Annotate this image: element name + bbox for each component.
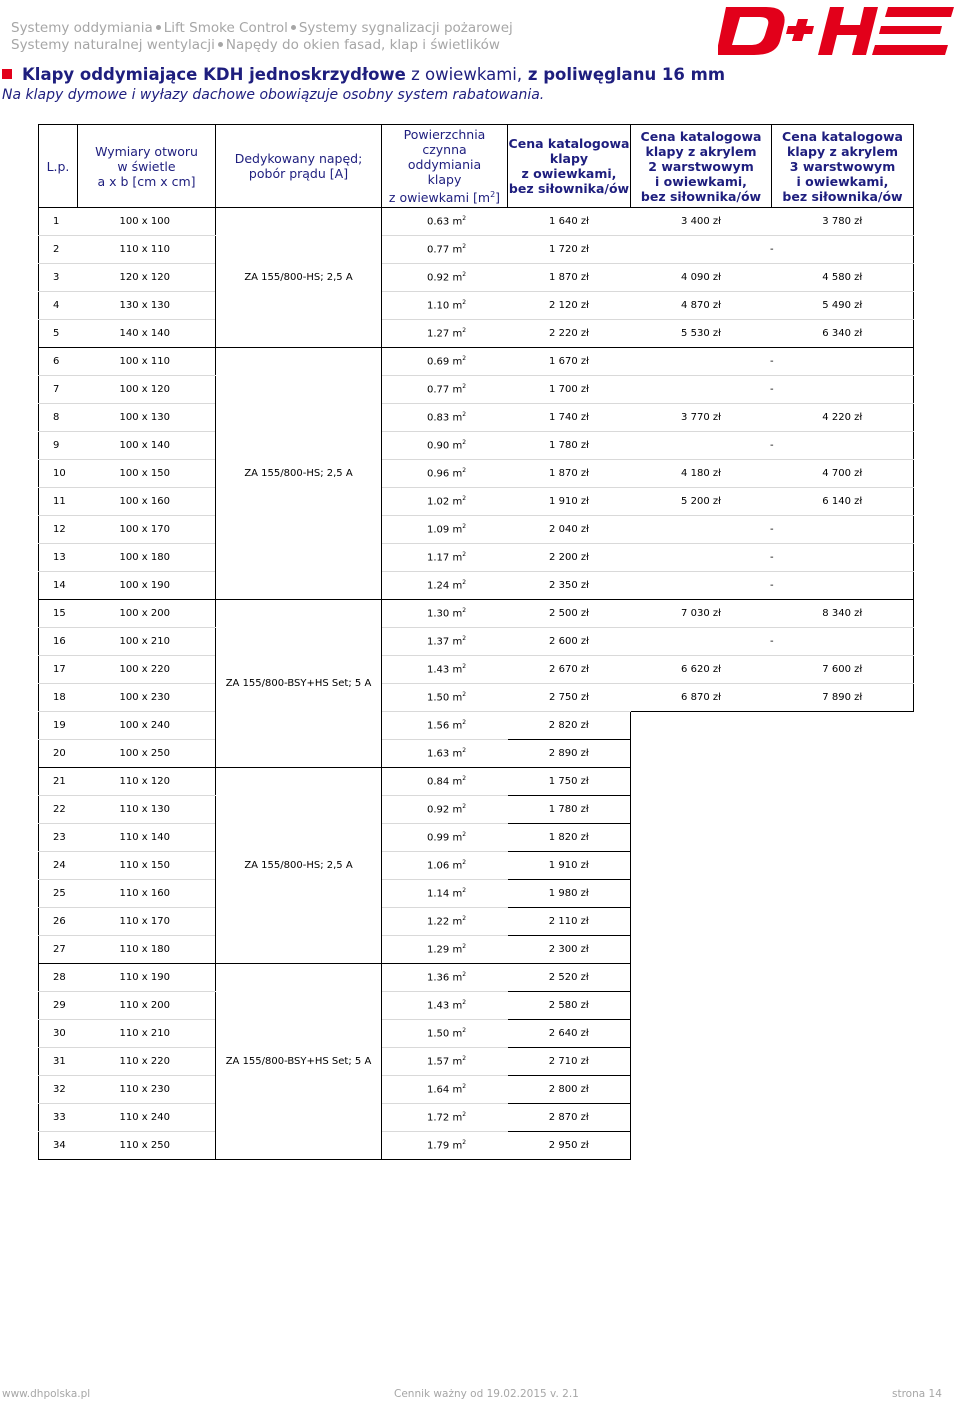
cell-price-na: - bbox=[631, 376, 914, 404]
header-price: Cena katalogowa klapy z owiewkami, bez siłownika/ów bbox=[508, 125, 631, 208]
cell-lp: 25 bbox=[39, 880, 78, 908]
cell-price-acrylic-2: 5 200 zł bbox=[631, 488, 772, 516]
cell-lp: 3 bbox=[39, 264, 78, 292]
cell-lp: 2 bbox=[39, 236, 78, 264]
cell-lp: 6 bbox=[39, 348, 78, 376]
table-row bbox=[39, 656, 914, 684]
cell-dimensions: 110 x 200 bbox=[78, 992, 216, 1020]
cell-lp: 23 bbox=[39, 824, 78, 852]
brand-logo bbox=[718, 3, 954, 57]
cell-dimensions: 110 x 120 bbox=[78, 768, 216, 796]
cell-dimensions: 110 x 210 bbox=[78, 1020, 216, 1048]
cell-area: 0.63 $m^2$ bbox=[382, 208, 508, 236]
cell-lp: 26 bbox=[39, 908, 78, 936]
cell-dimensions: 110 x 240 bbox=[78, 1104, 216, 1132]
cell-dimensions: 100 x 120 bbox=[78, 376, 216, 404]
cell-dimensions: 110 x 110 bbox=[78, 236, 216, 264]
cell-lp: 11 bbox=[39, 488, 78, 516]
nav-link-lift-smoke[interactable]: Lift Smoke Control bbox=[163, 20, 288, 36]
table-row bbox=[39, 404, 914, 432]
cell-dimensions: 110 x 160 bbox=[78, 880, 216, 908]
cell-lp: 20 bbox=[39, 740, 78, 768]
table-row bbox=[39, 992, 914, 1020]
cell-lp: 17 bbox=[39, 656, 78, 684]
cell-area: 1.14 $m^2$ bbox=[382, 880, 508, 908]
cell-price: 1 870 zł bbox=[508, 460, 631, 488]
cell-lp: 33 bbox=[39, 1104, 78, 1132]
cell-lp: 14 bbox=[39, 572, 78, 600]
table-row bbox=[39, 488, 914, 516]
table-row bbox=[39, 628, 914, 656]
empty-cell bbox=[631, 880, 914, 908]
empty-cell bbox=[631, 1076, 914, 1104]
cell-area: 1.63 $m^2$ bbox=[382, 740, 508, 768]
nav-link-smoke-systems[interactable]: Systemy oddymiania bbox=[11, 20, 153, 36]
empty-cell bbox=[631, 768, 914, 796]
price-table bbox=[38, 124, 914, 1160]
cell-dimensions: 100 x 250 bbox=[78, 740, 216, 768]
table-row bbox=[39, 768, 914, 796]
table-row bbox=[39, 432, 914, 460]
cell-lp: 15 bbox=[39, 600, 78, 628]
empty-cell bbox=[631, 964, 914, 992]
cell-price: 2 200 zł bbox=[508, 544, 631, 572]
cell-price: 2 640 zł bbox=[508, 1020, 631, 1048]
cell-price-acrylic-3: 4 220 zł bbox=[772, 404, 914, 432]
cell-dimensions: 110 x 220 bbox=[78, 1048, 216, 1076]
cell-price-acrylic-2: 4 180 zł bbox=[631, 460, 772, 488]
cell-area: 1.36 $m^2$ bbox=[382, 964, 508, 992]
cell-price: 2 040 zł bbox=[508, 516, 631, 544]
table-row bbox=[39, 1104, 914, 1132]
cell-drive: ZA 155/800-BSY+HS Set; 5 A bbox=[216, 964, 382, 1160]
cell-price: 2 950 zł bbox=[508, 1132, 631, 1160]
table-row bbox=[39, 936, 914, 964]
cell-price: 2 670 zł bbox=[508, 656, 631, 684]
cell-area: 1.10 $m^2$ bbox=[382, 292, 508, 320]
cell-dimensions: 100 x 170 bbox=[78, 516, 216, 544]
cell-price-acrylic-3: 7 600 zł bbox=[772, 656, 914, 684]
empty-cell bbox=[631, 740, 914, 768]
page-title bbox=[2, 65, 725, 84]
cell-lp: 18 bbox=[39, 684, 78, 712]
table-row bbox=[39, 600, 914, 628]
cell-area: 0.99 $m^2$ bbox=[382, 824, 508, 852]
cell-area: 1.43 $m^2$ bbox=[382, 656, 508, 684]
cell-area: 1.56 $m^2$ bbox=[382, 712, 508, 740]
cell-lp: 31 bbox=[39, 1048, 78, 1076]
cell-dimensions: 110 x 230 bbox=[78, 1076, 216, 1104]
dh-logo-icon bbox=[718, 3, 954, 57]
cell-price-acrylic-2: 5 530 zł bbox=[631, 320, 772, 348]
cell-price: 1 720 zł bbox=[508, 236, 631, 264]
cell-price-acrylic-3: 3 780 zł bbox=[772, 208, 914, 236]
cell-drive: ZA 155/800-BSY+HS Set; 5 A bbox=[216, 600, 382, 768]
cell-price: 2 500 zł bbox=[508, 600, 631, 628]
cell-price: 2 220 zł bbox=[508, 320, 631, 348]
table-row bbox=[39, 376, 914, 404]
table-row bbox=[39, 572, 914, 600]
cell-price-na: - bbox=[631, 516, 914, 544]
cell-price-acrylic-2: 6 620 zł bbox=[631, 656, 772, 684]
cell-area: 1.27 $m^2$ bbox=[382, 320, 508, 348]
cell-dimensions: 100 x 100 bbox=[78, 208, 216, 236]
title-material: z poliwęglanu 16 mm bbox=[522, 65, 726, 84]
header-lp: L.p. bbox=[39, 125, 78, 208]
cell-price: 1 910 zł bbox=[508, 852, 631, 880]
cell-dimensions: 130 x 130 bbox=[78, 292, 216, 320]
cell-area: 1.22 $m^2$ bbox=[382, 908, 508, 936]
cell-price: 2 110 zł bbox=[508, 908, 631, 936]
cell-dimensions: 100 x 230 bbox=[78, 684, 216, 712]
empty-cell bbox=[631, 712, 914, 740]
cell-price: 2 750 zł bbox=[508, 684, 631, 712]
cell-price: 2 580 zł bbox=[508, 992, 631, 1020]
cell-lp: 9 bbox=[39, 432, 78, 460]
cell-area: 0.92 $m^2$ bbox=[382, 796, 508, 824]
cell-area: 1.57 $m^2$ bbox=[382, 1048, 508, 1076]
cell-price-acrylic-2: 3 400 zł bbox=[631, 208, 772, 236]
cell-lp: 24 bbox=[39, 852, 78, 880]
title-light: z owiewkami, bbox=[405, 65, 523, 84]
nav-link-fire-alarm[interactable]: Systemy sygnalizacji pożarowej bbox=[298, 20, 513, 36]
nav-row-1 bbox=[11, 20, 513, 37]
cell-price-na: - bbox=[631, 572, 914, 600]
cell-area: 1.17 $m^2$ bbox=[382, 544, 508, 572]
cell-area: 0.96 $m^2$ bbox=[382, 460, 508, 488]
cell-dimensions: 110 x 250 bbox=[78, 1132, 216, 1160]
cell-lp: 8 bbox=[39, 404, 78, 432]
cell-dimensions: 100 x 160 bbox=[78, 488, 216, 516]
cell-area: 1.72 $m^2$ bbox=[382, 1104, 508, 1132]
cell-dimensions: 100 x 220 bbox=[78, 656, 216, 684]
table-row bbox=[39, 740, 914, 768]
cell-drive: ZA 155/800-HS; 2,5 A bbox=[216, 208, 382, 348]
table-row bbox=[39, 684, 914, 712]
cell-lp: 32 bbox=[39, 1076, 78, 1104]
footer-validity: Cennik ważny od 19.02.2015 v. 2.1 bbox=[394, 1388, 579, 1400]
cell-price: 1 740 zł bbox=[508, 404, 631, 432]
empty-cell bbox=[631, 1048, 914, 1076]
table-row bbox=[39, 824, 914, 852]
table-row bbox=[39, 264, 914, 292]
cell-lp: 5 bbox=[39, 320, 78, 348]
cell-lp: 29 bbox=[39, 992, 78, 1020]
table-row bbox=[39, 320, 914, 348]
table-header-row bbox=[39, 125, 914, 208]
cell-dimensions: 110 x 150 bbox=[78, 852, 216, 880]
cell-area: 1.29 $m^2$ bbox=[382, 936, 508, 964]
cell-price: 1 780 zł bbox=[508, 432, 631, 460]
cell-area: 1.24 $m^2$ bbox=[382, 572, 508, 600]
cell-price: 2 520 zł bbox=[508, 964, 631, 992]
cell-dimensions: 110 x 170 bbox=[78, 908, 216, 936]
table-row bbox=[39, 712, 914, 740]
cell-dimensions: 100 x 190 bbox=[78, 572, 216, 600]
cell-area: 0.90 $m^2$ bbox=[382, 432, 508, 460]
cell-price-na: - bbox=[631, 544, 914, 572]
cell-price: 1 670 zł bbox=[508, 348, 631, 376]
table-row bbox=[39, 852, 914, 880]
nav-link-window-drives[interactable]: Napędy do okien fasad, klap i świetlików bbox=[225, 37, 500, 53]
cell-dimensions: 100 x 180 bbox=[78, 544, 216, 572]
cell-lp: 10 bbox=[39, 460, 78, 488]
cell-dimensions: 140 x 140 bbox=[78, 320, 216, 348]
table-row bbox=[39, 236, 914, 264]
cell-drive: ZA 155/800-HS; 2,5 A bbox=[216, 768, 382, 964]
table-row bbox=[39, 1076, 914, 1104]
cell-area: 0.84 $m^2$ bbox=[382, 768, 508, 796]
cell-area: 1.43 $m^2$ bbox=[382, 992, 508, 1020]
cell-lp: 4 bbox=[39, 292, 78, 320]
table-row bbox=[39, 460, 914, 488]
cell-area: 1.30 $m^2$ bbox=[382, 600, 508, 628]
empty-cell bbox=[631, 796, 914, 824]
cell-area: 1.37 $m^2$ bbox=[382, 628, 508, 656]
cell-lp: 34 bbox=[39, 1132, 78, 1160]
separator-dot-icon bbox=[218, 42, 223, 47]
cell-lp: 16 bbox=[39, 628, 78, 656]
empty-cell bbox=[631, 908, 914, 936]
cell-dimensions: 100 x 150 bbox=[78, 460, 216, 488]
cell-price: 2 350 zł bbox=[508, 572, 631, 600]
cell-lp: 13 bbox=[39, 544, 78, 572]
header-dimensions: Wymiary otworu w świetle a x b [cm x cm] bbox=[78, 125, 216, 208]
empty-cell bbox=[631, 1104, 914, 1132]
cell-lp: 1 bbox=[39, 208, 78, 236]
cell-dimensions: 100 x 240 bbox=[78, 712, 216, 740]
cell-dimensions: 110 x 130 bbox=[78, 796, 216, 824]
table-row bbox=[39, 292, 914, 320]
cell-area: 1.06 $m^2$ bbox=[382, 852, 508, 880]
table-row bbox=[39, 544, 914, 572]
cell-price-acrylic-2: 3 770 zł bbox=[631, 404, 772, 432]
cell-price: 2 800 zł bbox=[508, 1076, 631, 1104]
cell-price: 2 890 zł bbox=[508, 740, 631, 768]
table-row bbox=[39, 796, 914, 824]
cell-price-acrylic-3: 8 340 zł bbox=[772, 600, 914, 628]
cell-area: 1.50 $m^2$ bbox=[382, 1020, 508, 1048]
empty-cell bbox=[631, 936, 914, 964]
table-row bbox=[39, 208, 914, 236]
cell-price-acrylic-3: 4 580 zł bbox=[772, 264, 914, 292]
table-row bbox=[39, 516, 914, 544]
title-main: Klapy oddymiające KDH jednoskrzydłowe bbox=[22, 65, 406, 84]
cell-lp: 19 bbox=[39, 712, 78, 740]
table-row bbox=[39, 348, 914, 376]
cell-price: 1 870 zł bbox=[508, 264, 631, 292]
cell-dimensions: 120 x 120 bbox=[78, 264, 216, 292]
cell-area: 1.09 $m^2$ bbox=[382, 516, 508, 544]
cell-price-na: - bbox=[631, 236, 914, 264]
footer-page-number: strona 14 bbox=[892, 1388, 942, 1400]
separator-dot-icon bbox=[156, 25, 161, 30]
cell-area: 0.69 $m^2$ bbox=[382, 348, 508, 376]
cell-price: 2 600 zł bbox=[508, 628, 631, 656]
cell-price-na: - bbox=[631, 432, 914, 460]
cell-price: 2 870 zł bbox=[508, 1104, 631, 1132]
cell-price: 1 820 zł bbox=[508, 824, 631, 852]
cell-price-acrylic-3: 6 140 zł bbox=[772, 488, 914, 516]
cell-dimensions: 100 x 200 bbox=[78, 600, 216, 628]
cell-dimensions: 100 x 130 bbox=[78, 404, 216, 432]
empty-cell bbox=[631, 992, 914, 1020]
cell-dimensions: 100 x 210 bbox=[78, 628, 216, 656]
cell-lp: 27 bbox=[39, 936, 78, 964]
nav-link-natural-ventilation[interactable]: Systemy naturalnej wentylacji bbox=[11, 37, 215, 53]
table-row bbox=[39, 1048, 914, 1076]
cell-price-acrylic-3: 6 340 zł bbox=[772, 320, 914, 348]
cell-price-acrylic-3: 4 700 zł bbox=[772, 460, 914, 488]
cell-dimensions: 100 x 140 bbox=[78, 432, 216, 460]
table-row bbox=[39, 1132, 914, 1160]
table-row bbox=[39, 964, 914, 992]
cell-lp: 28 bbox=[39, 964, 78, 992]
category-nav bbox=[11, 20, 513, 54]
cell-price: 1 780 zł bbox=[508, 796, 631, 824]
cell-price: 1 640 zł bbox=[508, 208, 631, 236]
table-row bbox=[39, 908, 914, 936]
cell-drive: ZA 155/800-HS; 2,5 A bbox=[216, 348, 382, 600]
cell-area: 1.64 $m^2$ bbox=[382, 1076, 508, 1104]
cell-price: 2 300 zł bbox=[508, 936, 631, 964]
cell-area: 1.50 $m^2$ bbox=[382, 684, 508, 712]
cell-area: 0.83 $m^2$ bbox=[382, 404, 508, 432]
cell-area: 0.92 $m^2$ bbox=[382, 264, 508, 292]
cell-area: 1.02 $m^2$ bbox=[382, 488, 508, 516]
cell-dimensions: 110 x 190 bbox=[78, 964, 216, 992]
empty-cell bbox=[631, 1132, 914, 1160]
red-square-bullet-icon bbox=[2, 69, 12, 79]
cell-price: 1 700 zł bbox=[508, 376, 631, 404]
cell-lp: 7 bbox=[39, 376, 78, 404]
empty-cell bbox=[631, 1020, 914, 1048]
cell-price-na: - bbox=[631, 348, 914, 376]
cell-lp: 30 bbox=[39, 1020, 78, 1048]
cell-price: 2 820 zł bbox=[508, 712, 631, 740]
separator-dot-icon bbox=[291, 25, 296, 30]
cell-dimensions: 100 x 110 bbox=[78, 348, 216, 376]
cell-price-acrylic-2: 7 030 zł bbox=[631, 600, 772, 628]
table-row bbox=[39, 880, 914, 908]
table-row bbox=[39, 1020, 914, 1048]
cell-price: 2 710 zł bbox=[508, 1048, 631, 1076]
table-body bbox=[39, 208, 914, 1160]
footer-website[interactable]: www.dhpolska.pl bbox=[2, 1388, 91, 1400]
cell-lp: 21 bbox=[39, 768, 78, 796]
cell-price: 1 910 zł bbox=[508, 488, 631, 516]
cell-price-acrylic-2: 6 870 zł bbox=[631, 684, 772, 712]
cell-price-acrylic-2: 4 870 zł bbox=[631, 292, 772, 320]
cell-lp: 22 bbox=[39, 796, 78, 824]
header-area: Powierzchnia czynna oddymiania klapy z owiewkami $[m^2]$ bbox=[382, 125, 508, 208]
cell-price-acrylic-2: 4 090 zł bbox=[631, 264, 772, 292]
cell-area: 1.79 $m^2$ bbox=[382, 1132, 508, 1160]
cell-dimensions: 110 x 180 bbox=[78, 936, 216, 964]
cell-area: 0.77 $m^2$ bbox=[382, 376, 508, 404]
cell-lp: 12 bbox=[39, 516, 78, 544]
empty-cell bbox=[631, 852, 914, 880]
empty-cell bbox=[631, 824, 914, 852]
cell-price-acrylic-3: 5 490 zł bbox=[772, 292, 914, 320]
cell-dimensions: 110 x 140 bbox=[78, 824, 216, 852]
cell-price: 1 980 zł bbox=[508, 880, 631, 908]
cell-price: 2 120 zł bbox=[508, 292, 631, 320]
header-price-acrylic-3: Cena katalogowa klapy z akrylem 3 warstwowym i owiewkami, bez siłownika/ów bbox=[772, 125, 914, 208]
nav-row-2 bbox=[11, 37, 513, 54]
discount-note: Na klapy dymowe i wyłazy dachowe obowiązuje osobny system rabatowania. bbox=[2, 87, 545, 103]
header-price-acrylic-2: Cena katalogowa klapy z akrylem 2 warstwowym i owiewkami, bez siłownika/ów bbox=[631, 125, 772, 208]
cell-area: 0.77 $m^2$ bbox=[382, 236, 508, 264]
header-drive: Dedykowany napęd; pobór prądu [A] bbox=[216, 125, 382, 208]
cell-price: 1 750 zł bbox=[508, 768, 631, 796]
cell-price-acrylic-3: 7 890 zł bbox=[772, 684, 914, 712]
cell-price-na: - bbox=[631, 628, 914, 656]
